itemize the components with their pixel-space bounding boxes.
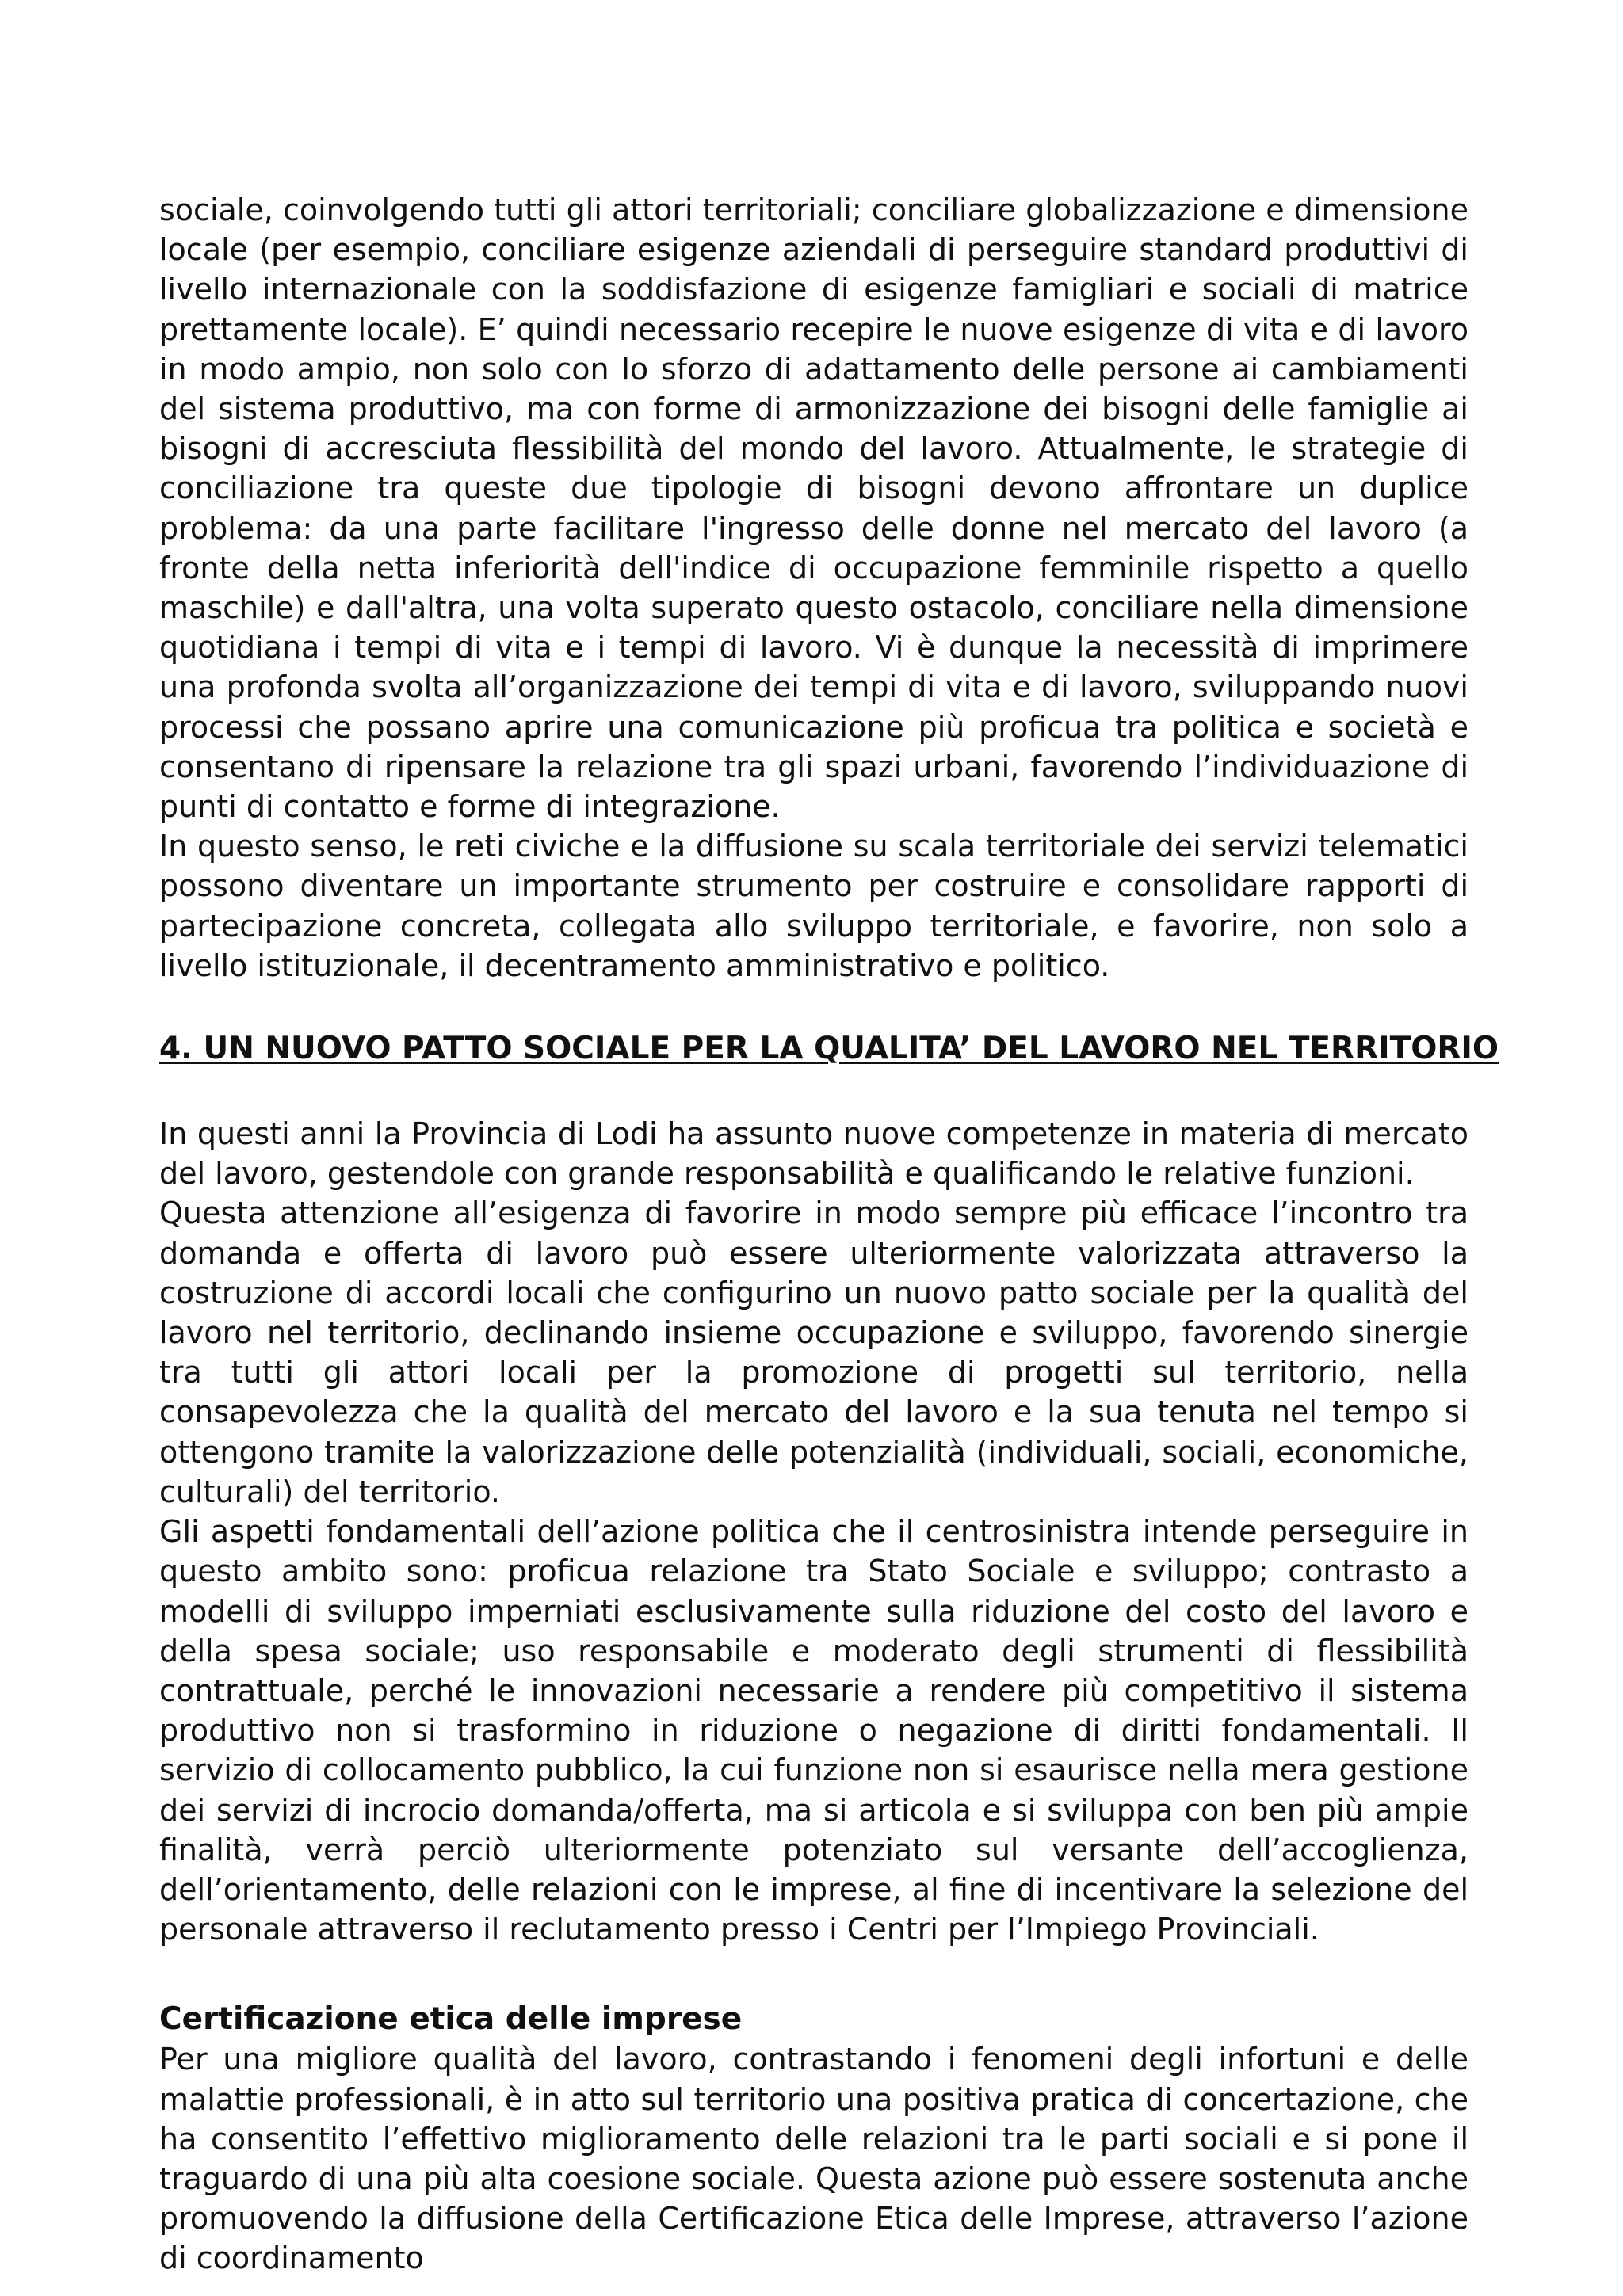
section-paragraph-2: Questa attenzione all’esigenza di favorire in modo sempre più efficace l’incontro tra domanda e offerta di lavoro può essere ulteriormente valorizzata attraverso la costruzione di accordi locali che configurino un nuovo patto sociale per la qualità del lavoro nel territorio, declinando insieme occupazione e sviluppo, favorendo sinergie tra tutti gli attori locali per la promozione di progetti sul territorio, nella consapevolezza che la qualità del mercato del lavoro e la sua tenuta nel tempo si ottengono tramite la valorizzazione delle potenzialità (individuali, sociali, economiche, culturali) del territorio. (159, 1196, 1468, 1509)
subsection-heading: Certificazione etica delle imprese (159, 2001, 743, 2038)
section-paragraph-1: In questi anni la Provincia di Lodi ha assunto nuove competenze in materia di mercato del lavoro, gestendole con grande responsabilità e qualificando le relative funzioni. (159, 1116, 1468, 1192)
section-heading: 4. UN NUOVO PATTO SOCIALE PER LA QUALITA’ DEL LAVORO NEL TERRITORIO (159, 1031, 1499, 1067)
subsection-paragraph: Per una migliore qualità del lavoro, contrastando i fenomeni degli infortuni e delle malattie professionali, è in atto sul territorio una positiva pratica di concertazione, che ha consentito l’effettivo miglioramento delle relazioni tra le parti sociali e si pone il traguardo di una più alta coesione sociale. Questa azione può essere sostenuta anche promuovendo la diffusione della Certificazione Etica delle Imprese, attraverso l’azione di coordinamento (159, 2042, 1468, 2276)
document-page (159, 190, 1499, 2279)
section-paragraph-3: Gli aspetti fondamentali dell’azione politica che il centrosinistra intende perseguire in questo ambito sono: proficua relazione tra Stato Sociale e sviluppo; contrasto a modelli di sviluppo imperniati esclusivamente sulla riduzione del costo del lavoro e della spesa sociale; uso responsabile e moderato degli strumenti di flessibilità contrattuale, perché le innovazioni necessarie a rendere più competitivo il sistema produttivo non si trasformino in riduzione o negazione di diritti fondamentali. Il servizio di collocamento pubblico, la cui funzione non si esaurisce nella mera gestione dei servizi di incrocio domanda/offerta, ma si articola e si sviluppa con ben più ampie finalità, verrà perciò ulteriormente potenziato sul versante dell’accoglienza, dell’orientamento, delle relazioni con le imprese, al fine di incentivare la selezione del personale attraverso il reclutamento presso i Centri per l’Impiego Provinciali. (159, 1514, 1468, 1947)
intro-paragraph-1: sociale, coinvolgendo tutti gli attori territoriali; conciliare globalizzazione e dimensione locale (per esempio, conciliare esigenze aziendali di perseguire standard produttivi di livello internazionale con la soddisfazione di esigenze famigliari e sociali di matrice prettamente locale). E’ quindi necessario recepire le nuove esigenze di vita e di lavoro in modo ampio, non solo con lo sforzo di adattamento delle persone ai cambiamenti del sistema produttivo, ma con forme di armonizzazione dei bisogni delle famiglie ai bisogni di accresciuta flessibilità del mondo del lavoro. Attualmente, le strategie di conciliazione tra queste due tipologie di bisogni devono affrontare un duplice problema: da una parte facilitare l'ingresso delle donne nel mercato del lavoro (a fronte della netta inferiorità dell'indice di occupazione femminile rispetto a quello maschile) e dall'altra, una volta superato questo ostacolo, conciliare nella dimensione quotidiana i tempi di vita e i tempi di lavoro. Vi è dunque la necessità di imprimere una profonda svolta all’organizzazione dei tempi di vita e di lavoro, sviluppando nuovi processi che possano aprire una comunicazione più proficua tra politica e società e consentano di ripensare la relazione tra gli spazi urbani, favorendo l’individuazione di punti di contatto e forme di integrazione. (159, 193, 1468, 825)
intro-paragraph-2: In questo senso, le reti civiche e la diffusione su scala territoriale dei servizi telematici possono diventare un importante strumento per costruire e consolidare rapporti di partecipazione concreta, collegata allo sviluppo territoriale, e favorire, non solo a livello istituzionale, il decentramento amministrativo e politico. (159, 829, 1468, 983)
